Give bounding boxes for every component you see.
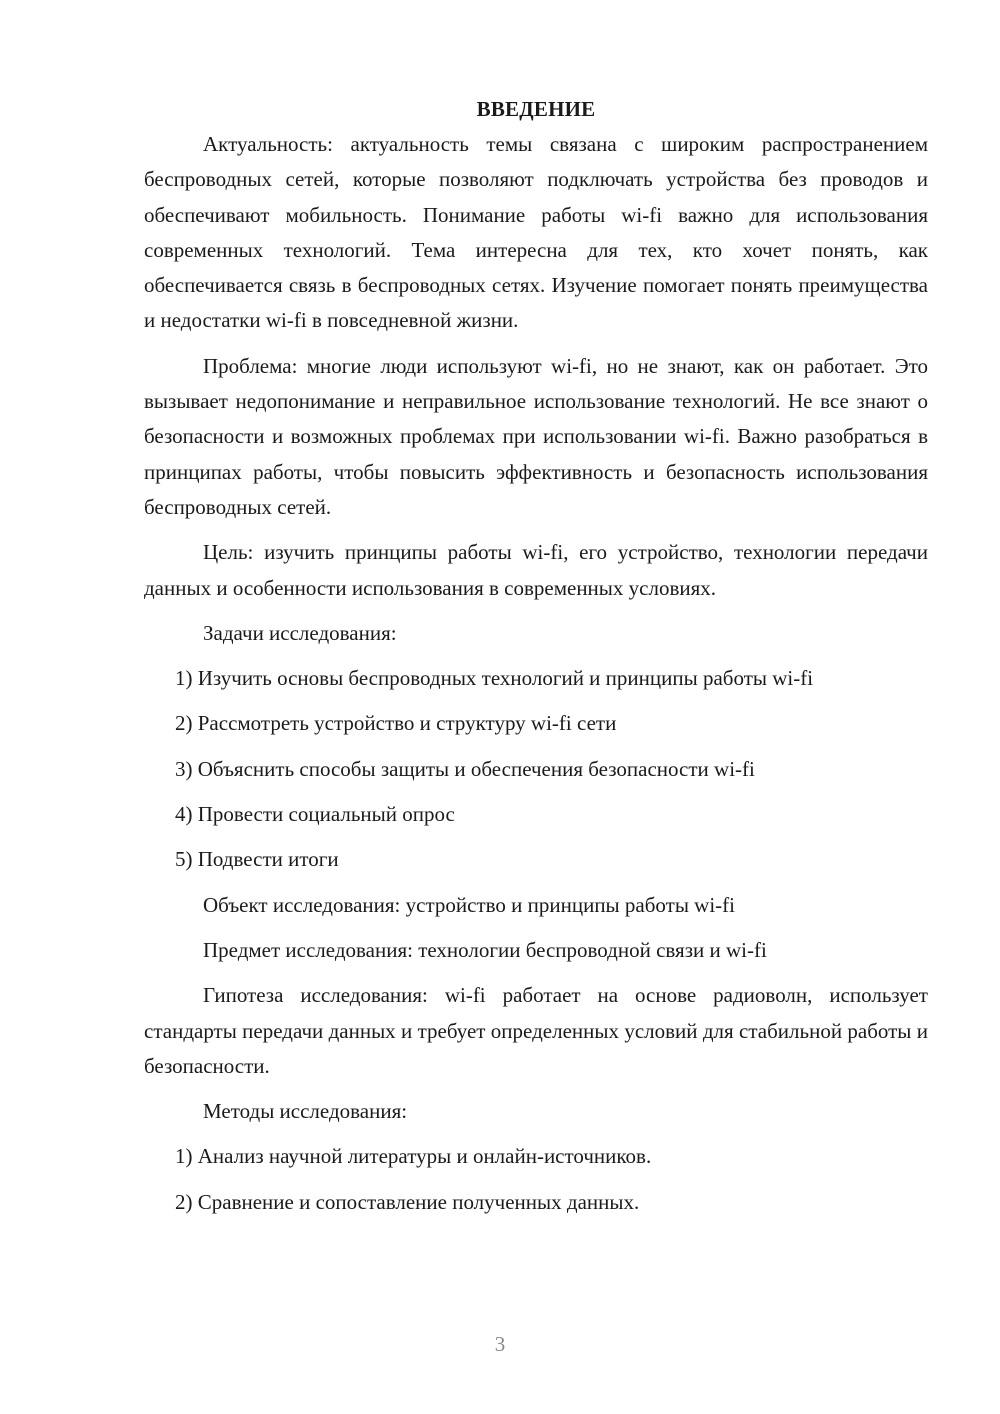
subject-paragraph: Предмет исследования: технологии беспроводной связи и wi-fi [203, 937, 767, 962]
relevance-paragraph: Актуальность: актуальность темы связана с широким распространением беспроводных сетей, которые позволяют подключать устройства без проводов и обеспечивают мобильность. Понимание работы wi-fi важно для использования современных технологий. Тема интересна для тех, кто хочет понять, как обеспечивается связь в беспроводных сетях. Изучение помогает понять преимущества и недостатки wi-fi в повседневной жизни. [144, 132, 928, 333]
task-item: 2) Рассмотреть устройство и структуру wi-fi сети [175, 711, 617, 736]
task-item: 5) Подвести итоги [175, 847, 339, 872]
methods-list [144, 1139, 928, 1220]
method-item: 2) Сравнение и сопоставление полученных данных. [175, 1189, 640, 1214]
methods-title: Методы исследования: [203, 1099, 408, 1124]
problem-paragraph: Проблема: многие люди используют wi-fi, но не знают, как он работает. Это вызывает недопонимание и неправильное использование технологий. Не все знают о безопасности и возможных проблемах при использовании wi-fi. Важно разобраться в принципах работы, чтобы повысить эффективность и безопасность использования беспроводных сетей. [144, 353, 928, 519]
object-paragraph: Объект исследования: устройство и принципы работы wi-fi [203, 892, 736, 917]
goal-paragraph: Цель: изучить принципы работы wi-fi, его устройство, технологии передачи данных и особенности использования в современных условиях. [144, 540, 928, 600]
task-item: 4) Провести социальный опрос [175, 802, 455, 827]
tasks-list [144, 661, 928, 877]
page-number: 3 [494, 1332, 506, 1356]
task-item: 1) Изучить основы беспроводных технологий и принципы работы wi-fi [175, 666, 814, 691]
method-item: 1) Анализ научной литературы и онлайн-источников. [175, 1144, 652, 1169]
hypothesis-paragraph: Гипотеза исследования: wi-fi работает на основе радиоволн, использует стандарты передачи данных и требует определенных условий для стабильной работы и безопасности. [144, 983, 928, 1078]
section-heading: ВВЕДЕНИЕ [476, 97, 596, 121]
tasks-title: Задачи исследования: [203, 620, 397, 645]
task-item: 3) Объяснить способы защиты и обеспечения безопасности wi-fi [175, 756, 755, 781]
document-page [144, 92, 928, 1230]
